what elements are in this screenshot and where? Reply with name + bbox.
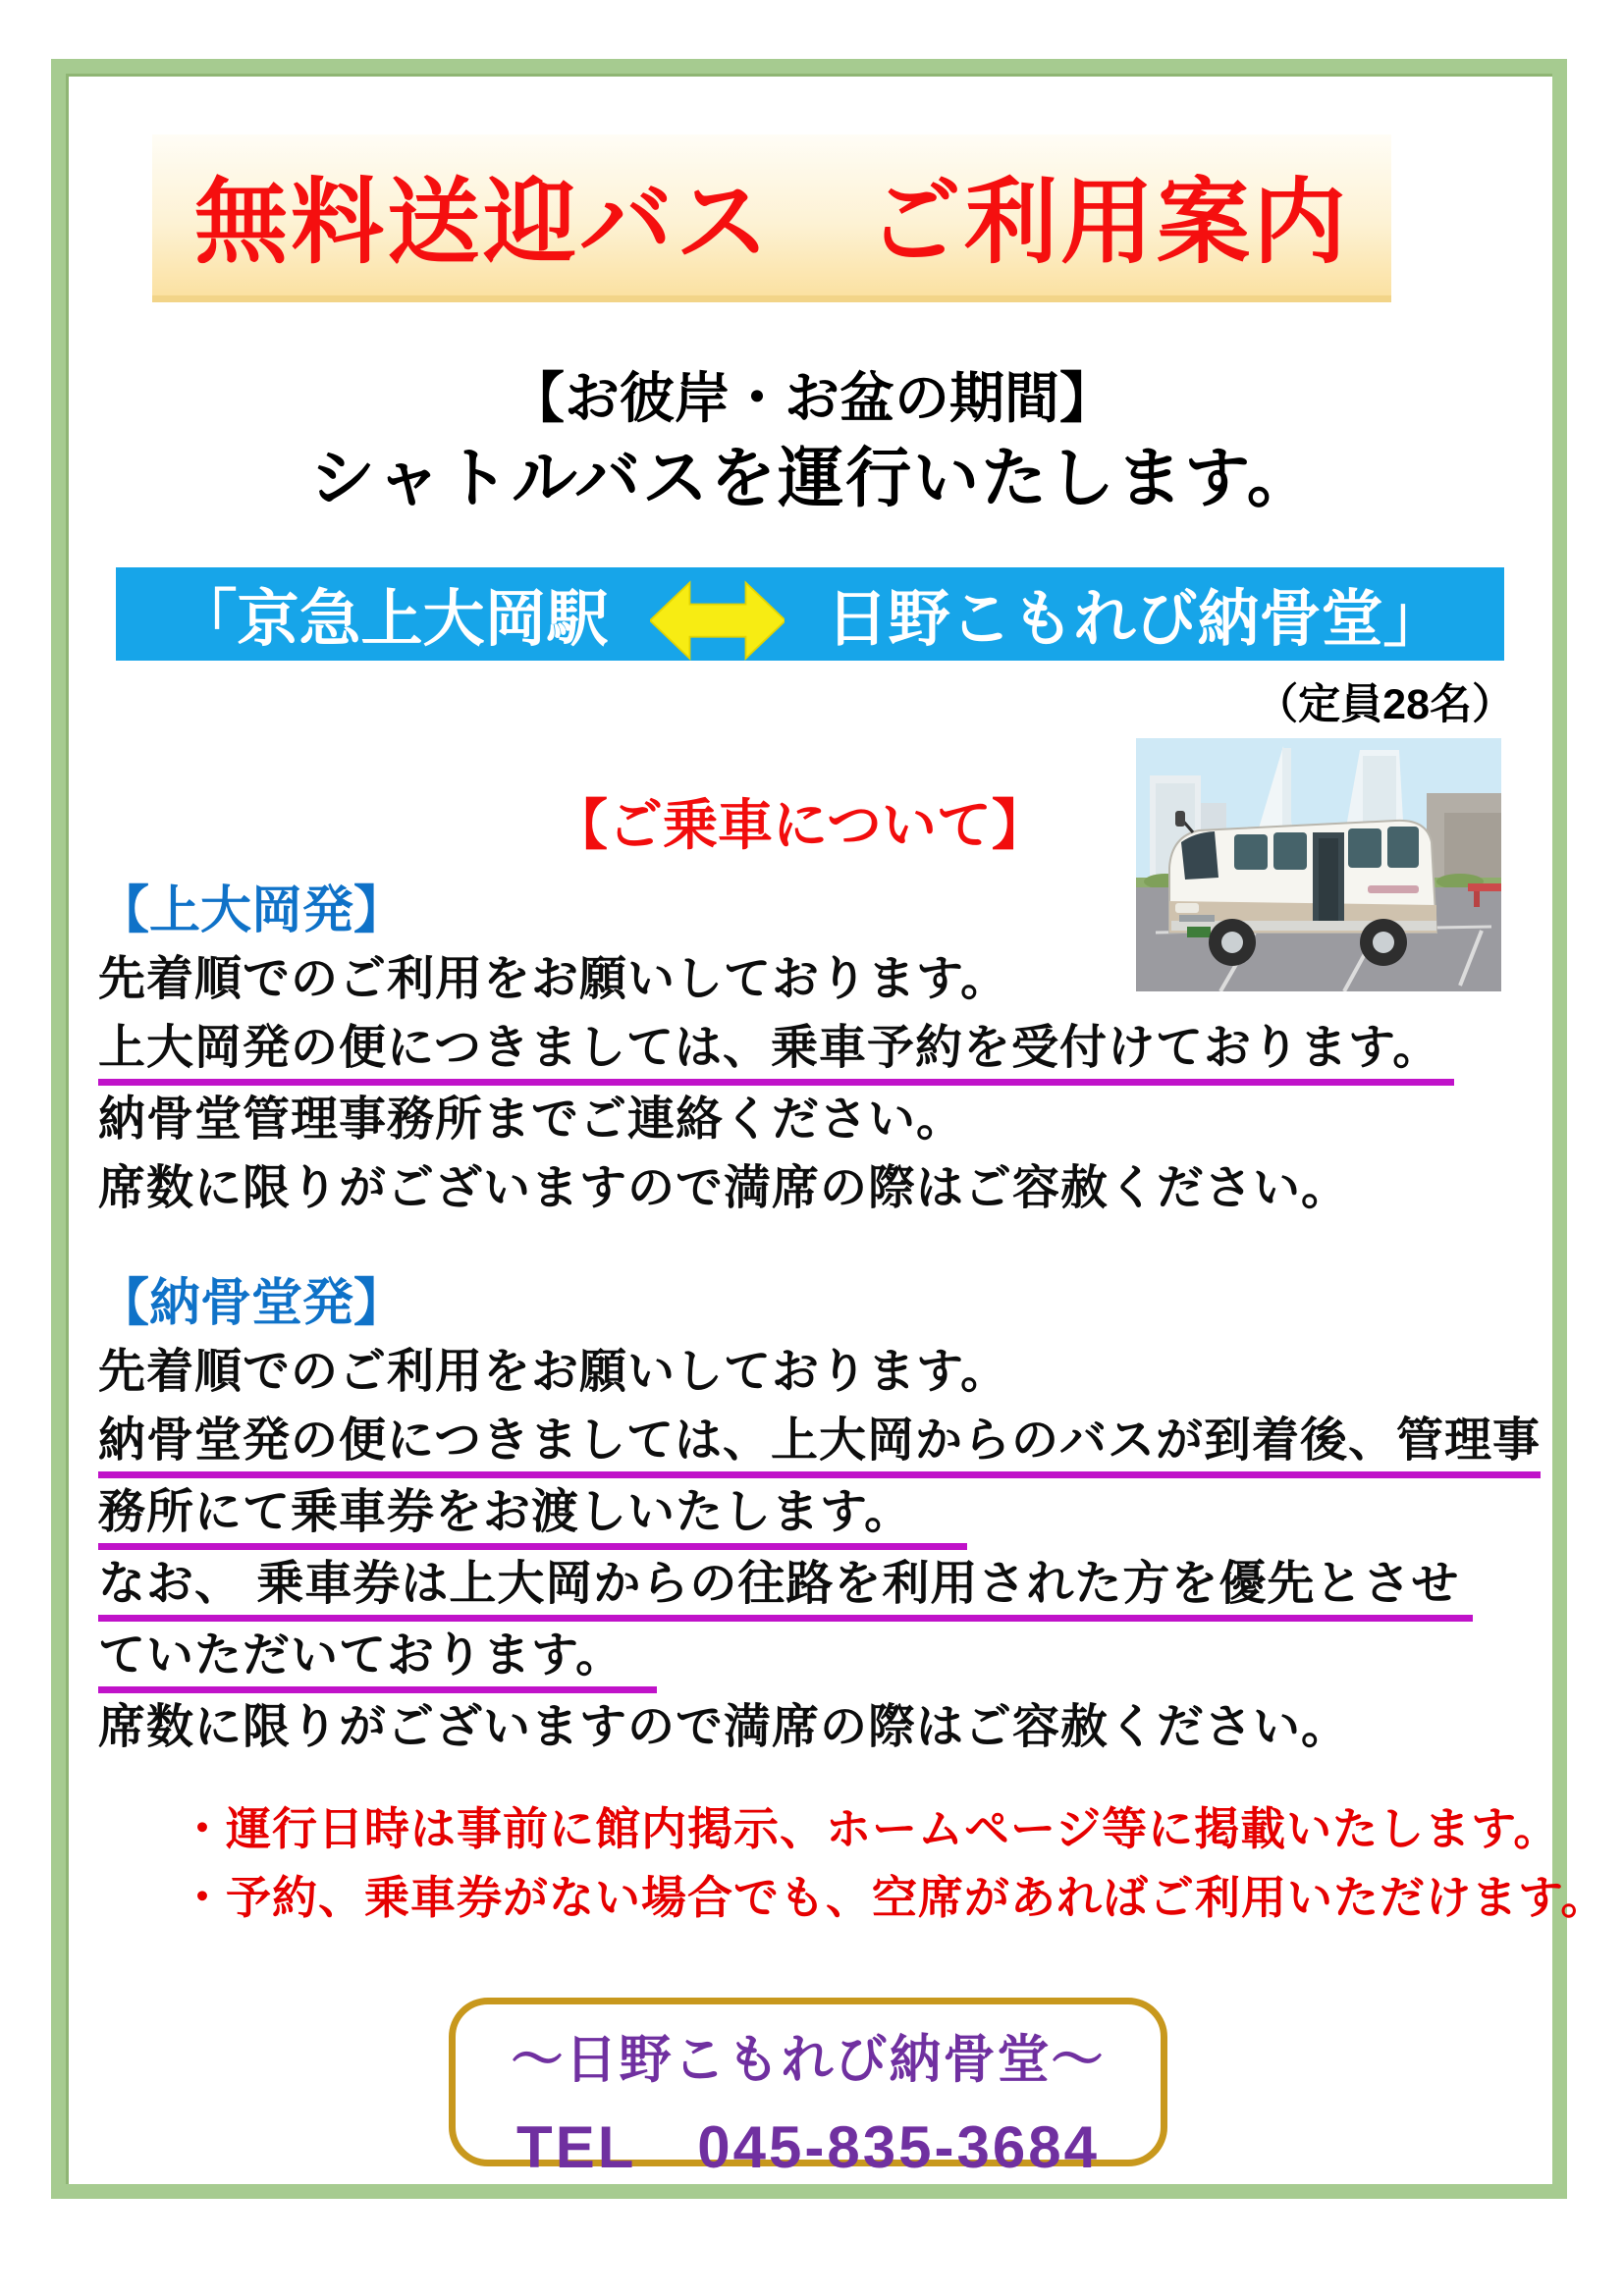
note-item: ・運行日時は事前に館内掲示、ホームページ等に掲載いたします。 bbox=[180, 1803, 1560, 1854]
underlined-text: 上大岡発の便につきましては、乗車予約を受付けております。 bbox=[98, 1020, 1454, 1086]
boarding-section-title: 【ご乗車について】 bbox=[553, 794, 1047, 856]
announce-text: シャトルバスを運行いたします。 bbox=[309, 442, 1315, 515]
body-line: 先着順でのご利用をお願いしております。 bbox=[98, 953, 1009, 1005]
underlined-text: 務所にて乗車券をお渡しいたします。 bbox=[98, 1484, 967, 1550]
contact-box bbox=[449, 1998, 1167, 2180]
section-heading: 【上大岡発】 bbox=[98, 882, 406, 939]
route-banner bbox=[116, 567, 1504, 661]
body-line bbox=[98, 1014, 1532, 1086]
underlined-text: ていただいております。 bbox=[98, 1628, 657, 1693]
body-line bbox=[98, 1407, 1542, 1478]
body-line: 納骨堂管理事務所までご連絡ください。 bbox=[98, 1094, 965, 1146]
underlined-text: なお、 乗車券は上大岡からの往路を利用された方を優先とさせ bbox=[98, 1556, 1473, 1622]
route-origin-label: 「京急上大岡駅 bbox=[175, 585, 609, 654]
title-banner bbox=[152, 134, 1391, 302]
facility-name: ～日野こもれび納骨堂～ bbox=[511, 2031, 1106, 2089]
notes-list bbox=[180, 1794, 1606, 1932]
section-kamiooka-departure bbox=[98, 877, 1532, 1223]
note-item: ・予約、乗車券がない場合でも、空席があればご利用いただけます。 bbox=[180, 1872, 1607, 1923]
body-line bbox=[98, 1550, 1532, 1622]
page-title: 無料送迎バス ご利用案内 bbox=[193, 171, 1349, 275]
section-heading: 【納骨堂発】 bbox=[98, 1275, 406, 1332]
body-line: 席数に限りがございますので満席の際はご容赦ください。 bbox=[98, 1701, 1350, 1753]
capacity-label: （定員28名） bbox=[1256, 681, 1514, 728]
route-destination-label: 日野こもれび納骨堂」 bbox=[826, 585, 1445, 654]
underlined-text: 納骨堂発の便につきましては、上大岡からのバスが到着後、管理事 bbox=[98, 1413, 1541, 1478]
body-line bbox=[98, 1622, 1532, 1693]
section-noukotsudou-departure bbox=[98, 1269, 1542, 1762]
period-label: 【お彼岸・お盆の期間】 bbox=[510, 367, 1114, 429]
body-line bbox=[98, 1478, 1532, 1550]
body-line: 席数に限りがございますので満席の際はご容赦ください。 bbox=[98, 1162, 1350, 1214]
left-right-arrow-icon bbox=[650, 577, 785, 652]
phone-number: TEL 045-835-3684 bbox=[516, 2114, 1100, 2180]
body-line: 先着順でのご利用をお願いしております。 bbox=[98, 1346, 1009, 1398]
